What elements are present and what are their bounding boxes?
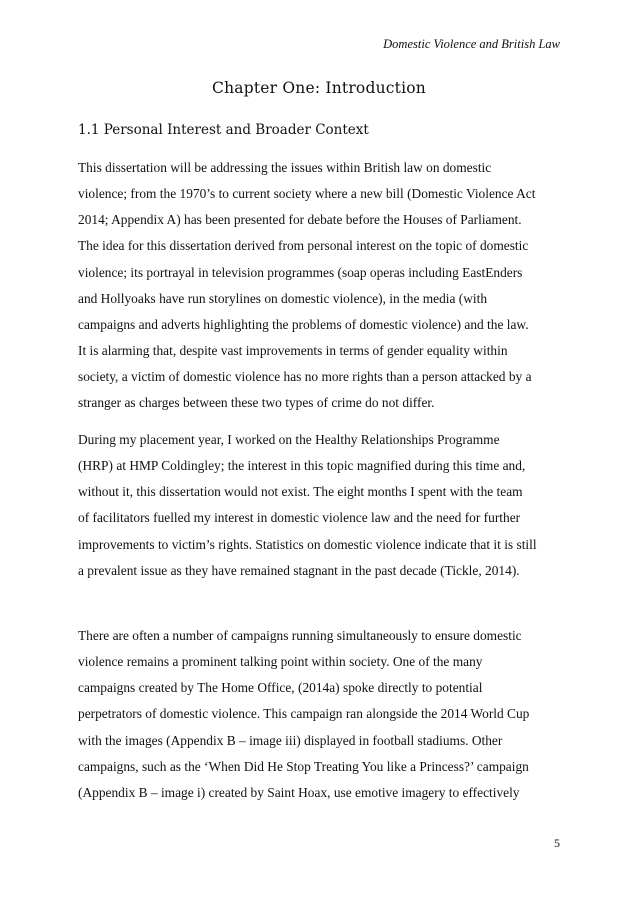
text-line: without it, this dissertation would not exist. The eight months I spent with the team (78, 484, 523, 500)
text-line: (Appendix B – image i) created by Saint Hoax, use emotive imagery to effectively (78, 784, 520, 800)
text-line: and Hollyoaks have run storylines on domestic violence), in the media (with (78, 290, 488, 306)
text-line: of facilitators fuelled my interest in domestic violence law and the need for further (78, 510, 521, 526)
text-line: campaigns created by The Home Office, (2014a) spoke directly to potential (78, 680, 483, 696)
page-number: 5 (554, 836, 560, 850)
text-line: (HRP) at HMP Coldingley; the interest in this topic magnified during this time and, (78, 458, 526, 474)
paragraph-placement-year (78, 427, 568, 584)
text-line: improvements to victim’s rights. Statistics on domestic violence indicate that it is still (78, 536, 537, 552)
text-line: violence; its portrayal in television programmes (soap operas including EastEnders (78, 264, 523, 280)
text-line: violence remains a prominent talking point within society. One of the many (78, 654, 483, 670)
text-line: society, a victim of domestic violence has no more rights than a person attacked by a (78, 369, 532, 385)
text-line: a prevalent issue as they have remained stagnant in the past decade (Tickle, 2014). (78, 562, 520, 578)
chapter-title: Chapter One: Introduction (212, 79, 426, 97)
text-line: perpetrators of domestic violence. This campaign ran alongside the 2014 World Cup (78, 706, 530, 722)
text-line: 2014; Appendix A) has been presented for debate before the Houses of Parliament. (78, 212, 522, 228)
text-line: It is alarming that, despite vast improvements in terms of gender equality within (78, 342, 508, 358)
running-header: Domestic Violence and British Law (383, 37, 560, 51)
text-line: stranger as charges between these two types of crime do not differ. (78, 395, 435, 411)
text-line: campaigns, such as the ‘When Did He Stop Treating You like a Princess?’ campaign (78, 758, 529, 774)
text-line: violence; from the 1970’s to current society where a new bill (Domestic Violence Act (78, 186, 536, 202)
text-line: The idea for this dissertation derived from personal interest on the topic of domestic (78, 238, 529, 254)
text-line: with the images (Appendix B – image iii) displayed in football stadiums. Other (78, 732, 503, 748)
paragraph-campaigns (78, 623, 568, 806)
text-line: This dissertation will be addressing the issues within British law on domestic (78, 160, 492, 175)
section-heading: 1.1 Personal Interest and Broader Context (78, 122, 369, 138)
text-line: There are often a number of campaigns running simultaneously to ensure domestic (78, 628, 522, 643)
paragraph-personal-interest (78, 155, 568, 416)
text-line: campaigns and adverts highlighting the problems of domestic violence) and the law. (78, 316, 529, 332)
text-line: During my placement year, I worked on the Healthy Relationships Programme (78, 432, 500, 447)
